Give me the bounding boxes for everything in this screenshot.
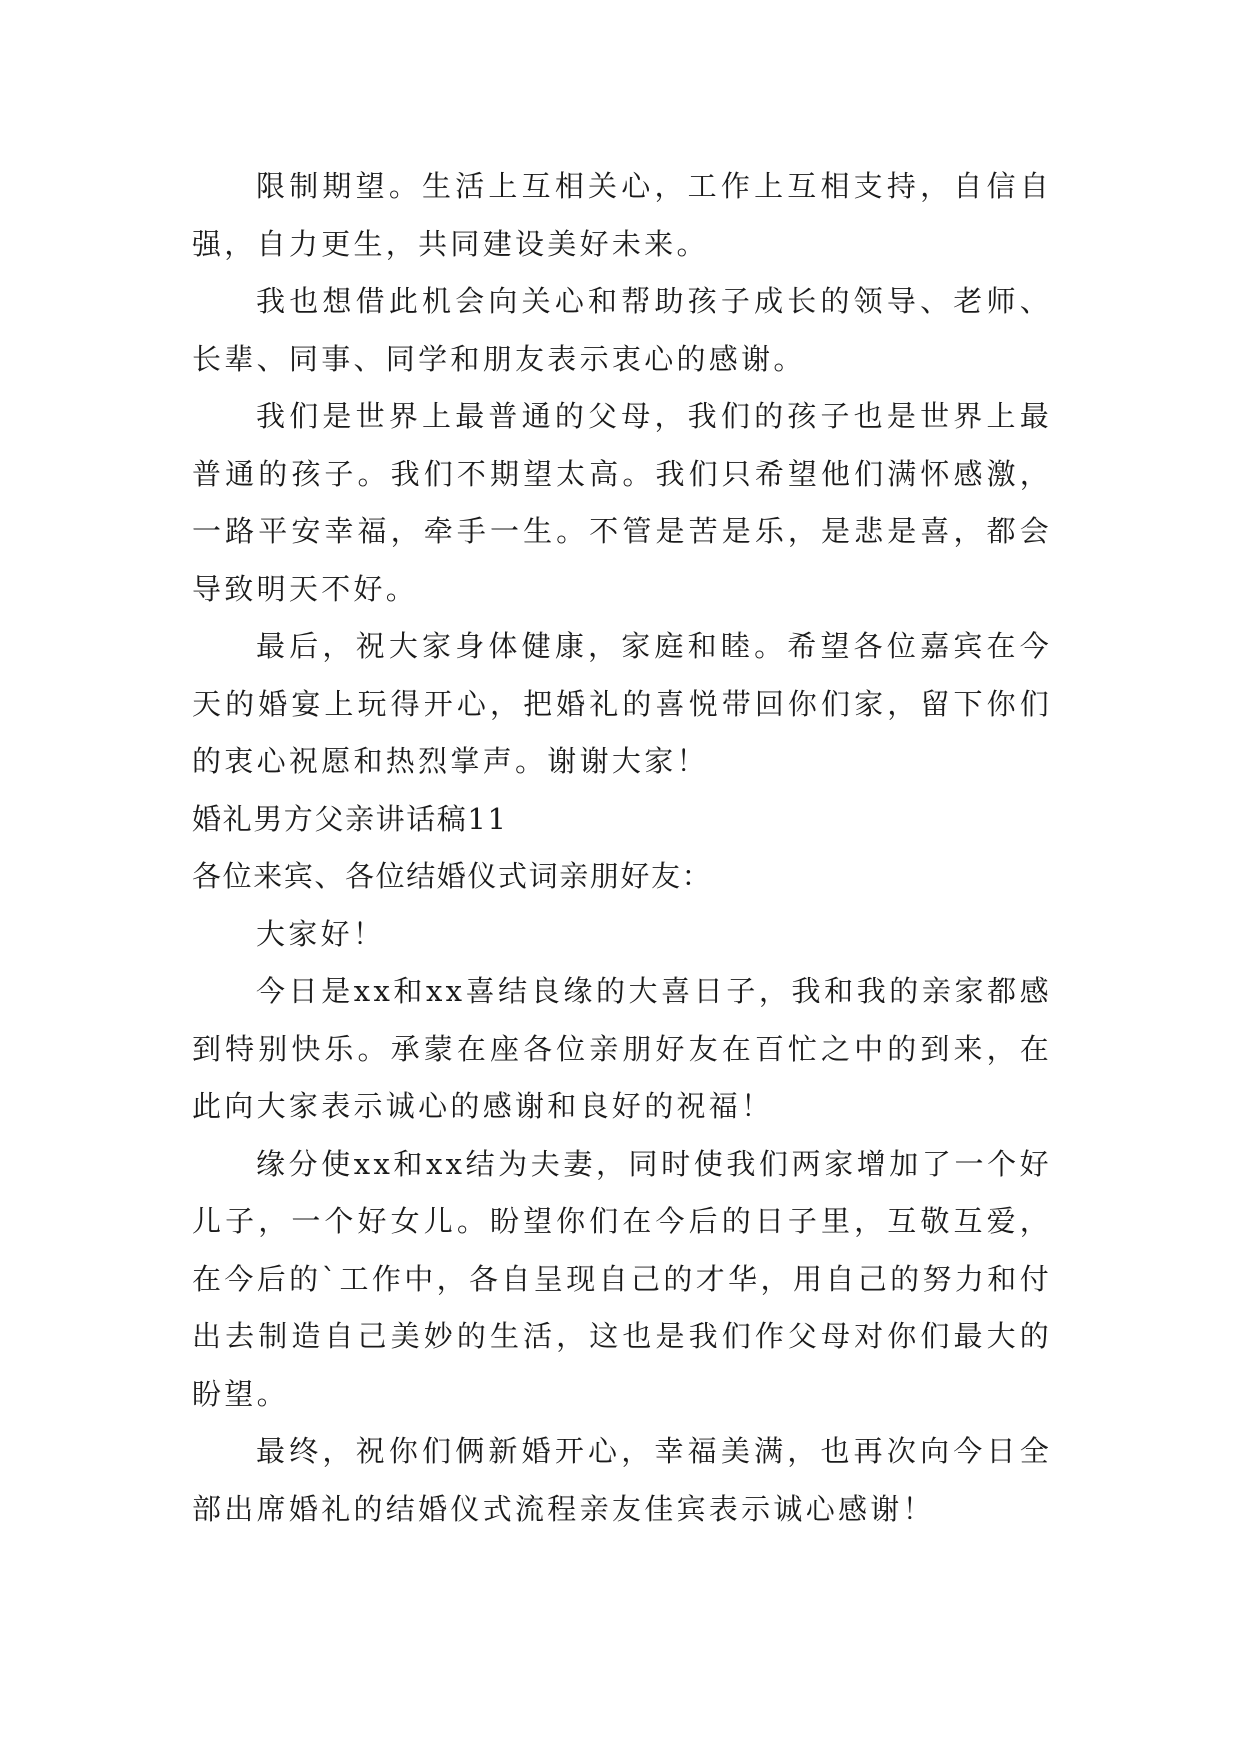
paragraph: 我也想借此机会向关心和帮助孩子成长的领导、老师、长辈、同事、同学和朋友表示衷心的感谢。 — [192, 284, 1052, 376]
paragraph: 最终，祝你们俩新婚开心，幸福美满，也再次向今日全部出席婚礼的结婚仪式流程亲友佳宾表示诚心感谢！ — [192, 1434, 1052, 1526]
greeting: 大家好！ — [256, 916, 386, 951]
salutation: 各位来宾、各位结婚仪式词亲朋好友： — [192, 859, 713, 893]
paragraph: 限制期望。生活上互相关心，工作上互相支持，自信自强，自力更生，共同建设美好未来。 — [192, 169, 1052, 261]
paragraph: 我们是世界上最普通的父母，我们的孩子也是世界上最普通的孩子。我们不期望太高。我们只希望他们满怀感激，一路平安幸福，牵手一生。不管是苦是乐，是悲是喜，都会导致明天不好。 — [192, 399, 1052, 606]
paragraph: 最后，祝大家身体健康，家庭和睦。希望各位嘉宾在今天的婚宴上玩得开心，把婚礼的喜悦带回你们家，留下你们的衷心祝愿和热烈掌声。谢谢大家！ — [192, 629, 1052, 778]
paragraph: 缘分使xx和xx结为夫妻，同时使我们两家增加了一个好儿子，一个好女儿。盼望你们在今后的日子里，互敬互爱，在今后的`工作中，各自呈现自己的才华，用自己的努力和付出去制造自己美妙的生活，这也是我们作父母对你们最大的盼望。 — [192, 1146, 1052, 1411]
paragraph: 今日是xx和xx喜结良缘的大喜日子，我和我的亲家都感到特别快乐。承蒙在座各位亲朋好友在百忙之中的到来，在此向大家表示诚心的感谢和良好的祝福！ — [192, 974, 1052, 1123]
section-heading: 婚礼男方父亲讲话稿11 — [192, 801, 508, 836]
document-page — [192, 158, 1052, 1538]
